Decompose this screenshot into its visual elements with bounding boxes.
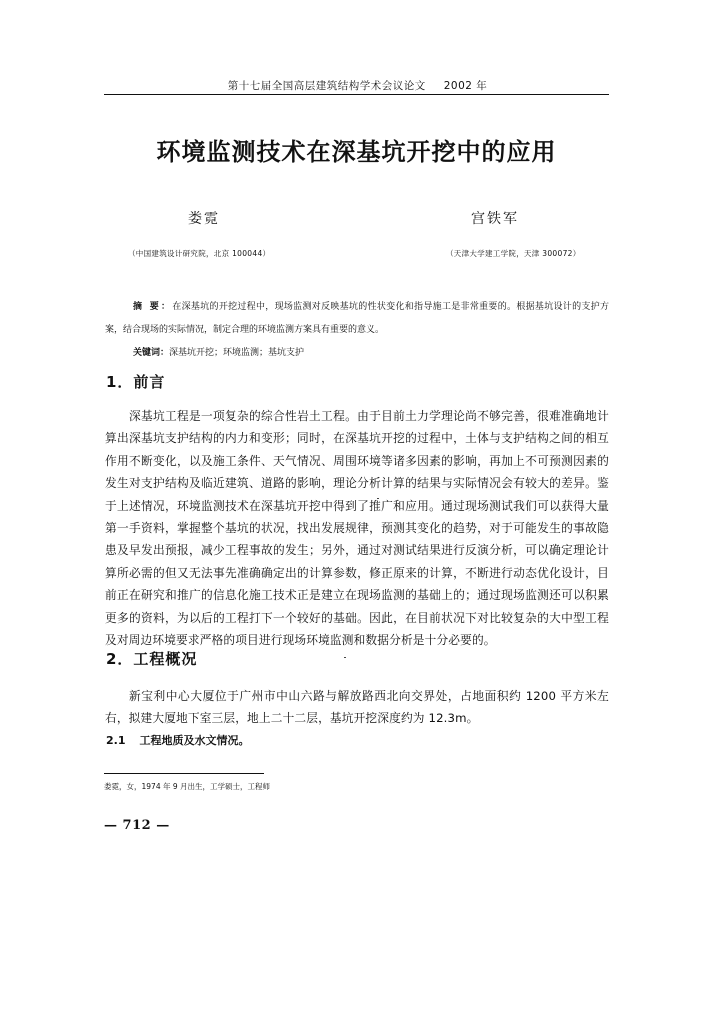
- subsection-title: 工程地质及水文情况。: [139, 734, 250, 747]
- page-number: — 712 —: [104, 818, 170, 833]
- author-name-2: 宫铁军: [471, 211, 519, 227]
- scan-speck: [377, 498, 379, 499]
- subsection-heading: [106, 732, 250, 748]
- abstract-label: 摘 要：: [133, 302, 173, 312]
- project-overview-paragraph: 新宝利中心大厦位于广州市中山六路与解放路西北向交界处，占地面积约 1200 平方米左右，拟建大厦地下室三层，地上二十二层，基坑开挖深度约为 12.3m。: [105, 689, 609, 726]
- keywords: [133, 345, 304, 358]
- author-name-1: 娄霓: [188, 211, 220, 227]
- keywords-label: 关键词：: [133, 348, 170, 358]
- section-heading-project-overview: 2．工程概况: [106, 650, 198, 668]
- author-affiliation-2: （天津大学建工学院，天津 300072）: [446, 249, 581, 258]
- author-footnote: 娄霓，女，1974 年 9 月出生，工学硕士，工程师: [104, 782, 271, 791]
- footnote-rule: [104, 773, 264, 774]
- abstract: [105, 296, 609, 342]
- section-heading-introduction: 1．前言: [106, 373, 166, 391]
- conference-year: 2002 年: [443, 80, 488, 92]
- running-header: [105, 78, 610, 93]
- keywords-text: 深基坑开挖；环境监测；基坑支护: [169, 348, 305, 358]
- abstract-text: 在深基坑的开挖过程中，现场监测对反映基坑的性状变化和指导施工是非常重要的。根据基坑设计的支护方案，结合现场的实际情况，制定合理的环境监测方案具有重要的意义。: [105, 302, 609, 335]
- scan-speck: [344, 657, 346, 658]
- paper-title: 环境监测技术在深基坑开挖中的应用: [156, 138, 557, 166]
- introduction-paragraph: 深基坑工程是一项复杂的综合性岩土工程。由于目前土力学理论尚不够完善，很难准确地计算出深基坑支护结构的内力和变形；同时，在深基坑开挖的过程中，土体与支护结构之间的相互作用不断变化，以及施工条件、天气情况、周围环境等诸多因素的影响，再加上不可预测因素的发生对支护结构及临近建筑、道路的影响，理论分析计算的结果与实际情况会有较大的差异。鉴于上述情况，环境监测技术在深基坑开挖中得到了推广和应用。通过现场测试我们可以获得大量第一手资料，掌握整个基坑的状况，找出发展规律，预测其变化的趋势，对于可能发生的事故隐患及早发出预报，减少工程事故的发生；另外，通过对测试结果进行反演分析，可以确定理论计算所必需的但又无法事先准确确定出的计算参数，修正原来的计算，不断进行动态优化设计，目前正在研究和推广的信息化施工技术正是建立在现场监测的基础上的；通过现场监测还可以积累更多的资料，为以后的工程打下一个较好的基础。因此，在目前状况下对比较复杂的大中型工程及对周边环境要求严格的项目进行现场环境监测和数据分析是十分必要的。: [105, 409, 609, 648]
- conference-name: 第十七届全国高层建筑结构学术会议论文: [227, 80, 426, 92]
- author-affiliation-1: （中国建筑设计研究院，北京 100044）: [128, 249, 271, 258]
- header-rule: [104, 94, 609, 95]
- subsection-number: 2.1: [106, 734, 126, 747]
